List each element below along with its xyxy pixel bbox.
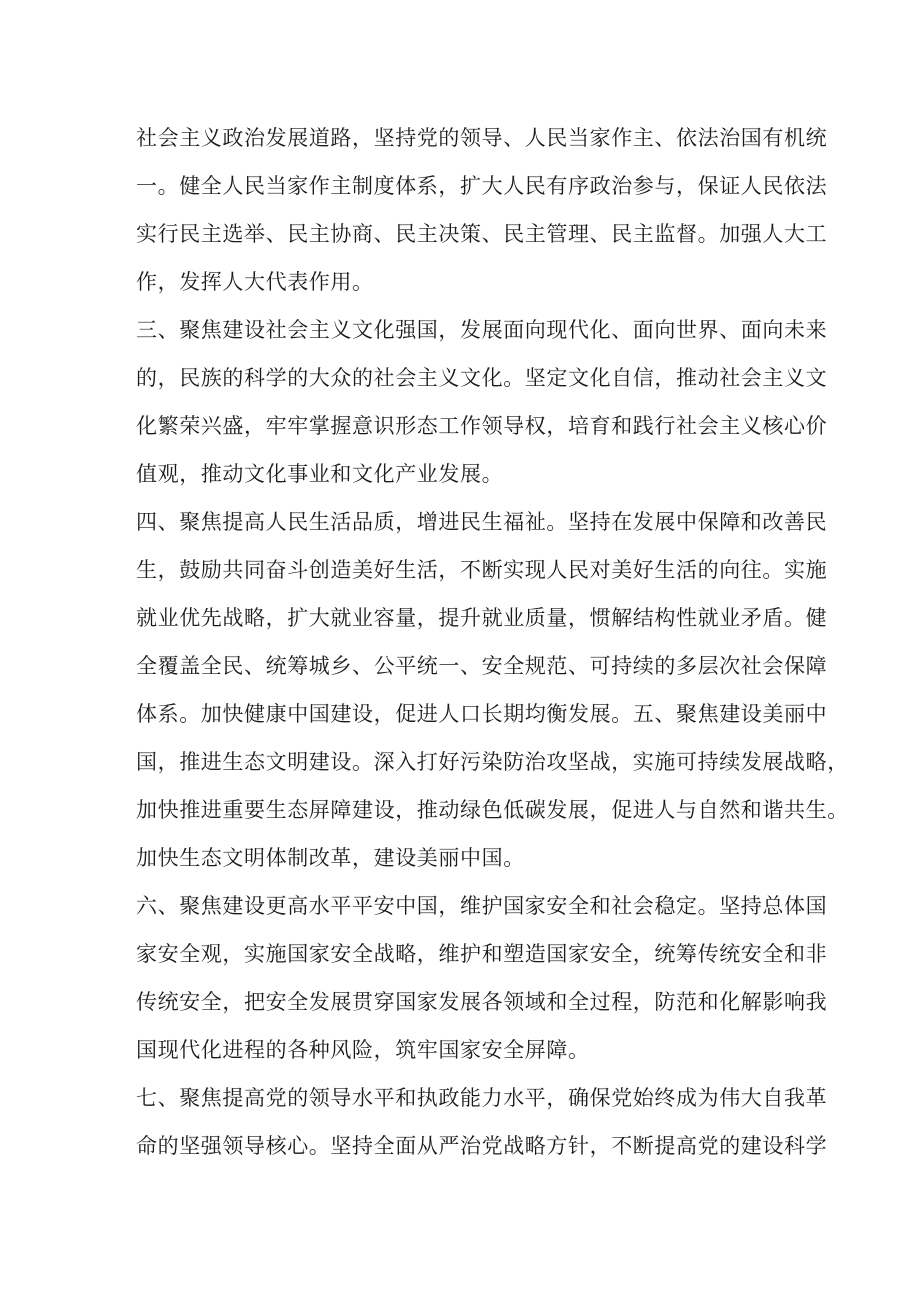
text-line: 生，鼓励共同奋斗创造美好生活，不断实现人民对美好生活的向往。实施 [136, 558, 828, 582]
text-line: 加快推进重要生态屏障建设，推动绿色低碳发展，促进人与自然和谐共生。 [136, 798, 849, 822]
text-line: 四、聚焦提高人民生活品质，增进民生福祉。坚持在发展中保障和改善民 [136, 510, 828, 534]
text-line: 国，推进生态文明建设。深入打好污染防治攻坚战，实施可持续发展战略， [136, 750, 849, 774]
text-line: 三、聚焦建设社会主义文化强国，发展面向现代化、面向世界、面向未来 [136, 318, 828, 342]
text-line: 命的坚强领导核心。坚持全面从严治党战略方针，不断提高党的建设科学 [136, 1134, 828, 1158]
text-line: 就业优先战略，扩大就业容量，提升就业质量，惯解结构性就业矛盾。健 [136, 606, 828, 630]
text-line: 传统安全，把安全发展贯穿国家发展各领域和全过程，防范和化解影响我 [136, 990, 828, 1014]
text-line: 值观，推动文化事业和文化产业发展。 [136, 462, 504, 486]
text-line: 化繁荣兴盛，牢牢掌握意识形态工作领导权，培育和践行社会主义核心价 [136, 414, 828, 438]
text-line: 社会主义政治发展道路，坚持党的领导、人民当家作主、依法治国有机统 [136, 126, 828, 150]
text-line: 家安全观，实施国家安全战略，维护和塑造国家安全，统筹传统安全和非 [136, 942, 828, 966]
text-line: 一。健全人民当家作主制度体系，扩大人民有序政治参与，保证人民依法 [136, 174, 828, 198]
text-line: 加快生态文明体制改革，建设美丽中国。 [136, 846, 525, 870]
text-line: 的，民族的科学的大众的社会主义文化。坚定文化自信，推动社会主义文 [136, 366, 828, 390]
text-line: 六、聚焦建设更高水平平安中国，维护国家安全和社会稳定。坚持总体国 [136, 894, 828, 918]
text-line: 全覆盖全民、统筹城乡、公平统一、安全规范、可持续的多层次社会保障 [136, 654, 828, 678]
text-line: 体系。加快健康中国建设，促进人口长期均衡发展。五、聚焦建设美丽中 [136, 702, 828, 726]
text-line: 七、聚焦提高党的领导水平和执政能力水平，确保党始终成为伟大自我革 [136, 1086, 828, 1110]
text-line: 作，发挥人大代表作用。 [136, 270, 374, 294]
text-line: 国现代化进程的各种风险，筑牢国家安全屏障。 [136, 1038, 590, 1062]
text-line: 实行民主选举、民主协商、民主决策、民主管理、民主监督。加强人大工 [136, 222, 828, 246]
